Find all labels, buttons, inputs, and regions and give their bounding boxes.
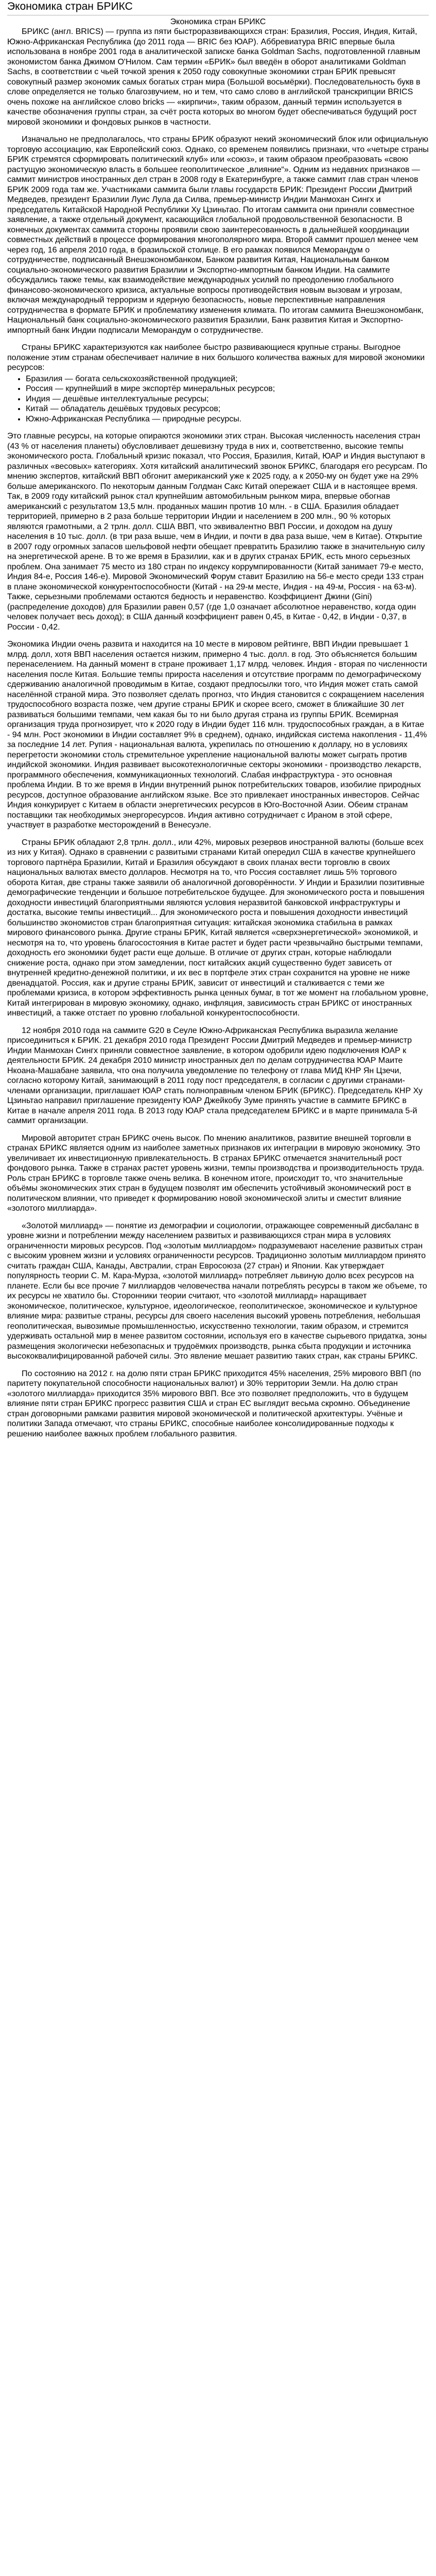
list-item: • Южно-Африканская Республика — природные ресурсы. [26, 414, 429, 425]
list-item: • Китай — обладатель дешёвых трудовых ресурсов; [26, 404, 429, 414]
list-item: • Россия — крупнейший в мире экспортёр минеральных ресурсов; [26, 384, 429, 394]
list-item: • Индия — дешёвые интеллектуальные ресурсы; [26, 394, 429, 404]
paragraph: «Золотой миллиард» — понятие из демографии и социологии, отражающее современный дисбаланс в уровне жизни и потреблении между населением развитых и развивающихся стран мира в условиях ограниченности мировых ресурсов. Под «золотым миллиардом» подразумевают население развитых стран с высоким уровнем жизни и условиях ограниченности ресурсов. Традиционно золотым миллиардом принято считать граждан США, Канады, Австралии, стран Евросоюза (27 стран) и Японии. Как утверждает популярность теории С. М. Кара-Мурза, «золотой миллиард» потребляет львиную долю всех ресурсов на планете. Если бы все прочие 7 миллиардов человечества начали потреблять ресурсы в таком же объеме, то их ресурсы не хватило бы. Сторонники теории считают, что «золотой миллиард» наращивает экономическое, политическое, культурное, идеологическое, геополитическое, экономическое и культурное влияние мира: развитые страны, ресурсы для своего населения высокий уровень потребления, небольшая геополитическая, вывозимые промышленностью, искусственно технологии, таким образом, и стремится удерживать остальной мир в менее развитом состоянии, используя его в качестве сырьевого придатка, зоны размещения экологически небезопасных и трудоёмких производств, рынка сбыта продукции и источника высококвалифицированной рабочей силы. Это явление мешает развитию таких стран, как страны БРИКС. [7, 1221, 427, 1361]
paragraph: Страны БРИК обладают 2,8 трлн. долл., или 42%, мировых резервов иностранной валюты (больше всех из них у Китая). Однако в сравнении с развитыми странами Китай опередил США в качестве крупнейшего торгового партнёра Бразилии, Китай и Бразилия обсуждают в своих планах вести торговлю в своих национальных валютах вместо долларов. Несмотря на то, что Россия составляет лишь 5% торгового оборота Китая, две страны также заявили об аналогичной договорённости. У Индии и Бразилии позитивные демографические тенденции и большое потребительское будущее. Для экономического роста и повышения доходности инвестиций благоприятными являются условия неразвитой банковской инфраструктуры и достатка, высокие темпы инвестиций... Для экономического роста и повышения доходности инвестиций большинство экономистов стран благоприятная ситуация: китайская экономика стабильна в рамках мирового финансового рынка. Другие страны БРИК, Китай является «сверхэнергетической» экономикой, и несмотря на то, что уровень благосостояния в Китае растет и будет расти чрезвычайно быстрыми темпами, доходность его экономики будет расти еще дольше. В отличие от других стран, которые наблюдали снижение роста, однако при этом замедлении, пост китайских акций существенно будет зависеть от внутренней кредитно-денежной политики, и их вес в портфеле этих стран сохранится на уровне не ниже двенадцатой. Россия, как и другие страны БРИК, зависит от инвестиций и сталкивается с теми же проблемами кризиса, в котором эффективность рынка ценных бумаг, в тот же момент на глобальном уровне, Китай интегрирован в мировую экономику, однако, инфляция, зависимость стран БРИКС от иностранных инвестиций, а также отстает по уровню глобальной конкурентоспособности. [7, 838, 428, 1018]
paragraph: БРИКС (англ. BRICS) — группа из пяти быстроразвивающихся стран: Бразилия, Россия, Индия, Китай, Южно-Африканская Республика (до 2011 года — BRIC без ЮАР). Аббревиатура BRIC впервые была использована в ноябре 2001 года в аналитической записке банка Goldman Sachs, подготовленной главным экономистом банка Джимом О'Нилом. Сам термин «БРИК» был введён в оборот аналитиками Goldman Sachs, в соответствии с чьей точкой зрения к 2050 году совокупные экономики стран БРИК превысят совокупный размер экономик самых богатых стран мира (Большой восьмёрки). Последовательность букв в слове определяется не только благозвучием, но и тем, что само слово в английской транскрипции BRICS очень похоже на английское слово bricks — «кирпичи», таким образом, данный термин используется в качестве обозначения группы стран, за счёт роста которых во многом будет обеспечиваться будущий рост мировой экономики и фондовых рынков в частности. [7, 27, 421, 127]
resources-list [7, 374, 429, 425]
article-subtitle: Экономика стран БРИКС [170, 17, 266, 26]
paragraph: Мировой авторитет стран БРИКС очень высок. По мнению аналитиков, развитие внешней торговли в странах БРИКС является одним из наиболее заметных признаков их интеграции в мировую экономику. Это увеличивает их инвестиционную привлекательность. В странах БРИКС отмечается значительный рост фондового рынка. Также в странах растет уровень жизни, темпы производства и производительность труда. Роль стран БРИКС в торговле также очень велика. В конечном итоге, происходит то, что значительные объёмы экономических этих стран в будущем позволят им обеспечить устойчивый экономический рост в политическом влиянии, что приведет к формированию новой экономической элиты и сместит влияние «золотого миллиарда». [7, 1133, 425, 1213]
list-item: • Бразилия — богата сельскохозяйственной продукцией; [26, 374, 429, 384]
paragraph: Экономика Индии очень развита и находится на 10 месте в мировом рейтинге, ВВП Индии превышает 1 млрд. долл, хотя ВВП населения остается низким, примерно 4 тыс. долл. в год. Это объясняется большим перенаселением. На данный момент в стране проживает 1,17 млрд. человек. Индия - вторая по численности населения после Китая. Большие темпы прироста населения и отсутствие программ по демографическому сдерживанию аналогичной проводимым в Китае, создают предпосылки того, что Индия может стать самой населённой страной мира. Это позволяет сделать прогноз, что Индия становится с сокращением населения трудоспособного возраста позже, чем другие страны БРИК и скорее всего, сможет в ближайшие 30 лет развиваться большими темпами, чем какая бы то ни было другая страна из группы БРИК. Всемирная организация труда прогнозирует, что к 2020 году в Индии будет 116 млн. трудоспособных граждан, а в Китае - 94 млн. Рост экономики в Индии составляет 9% в среднем), однако, индийская система накопления - 11,4% за последние 14 лет. Рупия - национальная валюта, укрепилась по отношению к доллару, но в условиях перегретости экономики столь стремительное укрепление национальной валюты может сыграть против индийской экономики. Индия развивает высокотехнологичные секторы экономики - производство лекарств, программного обеспечения, коммуникационных технологий. Слабая инфраструктура - это основная проблема Индии. В то же время в Индии внутренний рынок потребительских товаров, изобилие природных ресурсов, доступное образование английском языке. Все это привлекает иностранных инвесторов. Сейчас Индия конкурирует с Китаем в области энергетических ресурсов в Юго-Восточной Азии. Обеим странам поставщики так необходимых энергоресурсов. Индия активно сотрудничает с Ираном в этой сфере, участвует в разработке месторождений в Венесуэле. [7, 640, 427, 829]
page-title: Экономика стран БРИКС [7, 0, 429, 15]
paragraph: Изначально не предполагалось, что страны БРИК образуют некий экономический блок или официальную торговую ассоциацию, как Европейский союз. Однако, со временем появились признаки, что «четыре страны БРИК стремятся сформировать политический клуб» или «союз», и таким образом преобразовать «свою растущую экономическую власть в большее геополитическое „влияние“». Одним из недавних признаков — саммит министров иностранных дел стран в 2008 году в Екатеринбурге, а также саммит глав стран членов БРИК 2009 года там же. Участниками саммита были главы государств БРИК: Президент России Дмитрий Медведев, президент Бразилии Луис Лула да Силва, премьер-министр Индии Манмохан Сингх и председатель Китайской Народной Республики Ху Цзиньтао. По итогам саммита они приняли совместное заявление, а также отдельный документ, касающийся глобальной продовольственной безопасности. В конечных документах саммита стороны проявили свою заинтересованность в дальнейшей координации совместных действий в процессе формирования многополярного мира. Второй саммит прошел менее чем через год, 16 апреля 2010 года, в бразильской столице. В его рамках появился Меморандум о сотрудничестве, подписанный Внешэкономбанком, Банком развития Китая, Национальным банком социально-экономического развития Бразилии и Экспортно-импортным банком Индии. На саммите обсуждались также темы, как взаимодействие международных усилий по преодолению глобального финансово-экономического кризиса, актуальные вопросы противодействия новым вызовам и угрозам, включая международный терроризм и ядерную безопасность, новые перспективные направления сотрудничества в формате БРИК и проблематику изменения климата. По итогам саммита Внешэкономбанк, Национальный банк социально-экономического развития Бразилии, Банк развития Китая и Экспортно-импортный банк Индии подписали Меморандум о сотрудничестве. [7, 135, 429, 335]
paragraph: 12 ноября 2010 года на саммите G20 в Сеуле Южно-Африканская Республика выразила желание присоединиться к БРИК. 21 декабря 2010 года Президент России Дмитрий Медведев и премьер-министр Индии Манмохан Сингх приняли совместное заявление, в котором одобрили идею подключения ЮАР к деятельности БРИК. 24 декабря 2010 министр иностранных дел по делам сотрудничества ЮАР Маите Нкоана-Машабане заявила, что она получила уведомление по телефону от глава МИД КНР Ян Цзечи, согласно которому Китай, занимающий в 2011 году пост председателя, в согласии с другими странами-членами организации, приглашает ЮАР стать полноправным членом БРИК (БРИКС). Председатель КНР Ху Цзиньтао направил приглашение президенту ЮАР Джейкобу Зуме принять участие в саммите БРИКС в Китае в начале апреля 2011 года. В 2013 году ЮАР стала председателем БРИКС и в марте принимала 5-й саммит организации. [7, 1026, 423, 1125]
paragraph: Это главные ресурсы, на которые опираются экономики этих стран. Высокая численность населения стран (43 % от населения планеты) обусловливает дешевизну труда в них и, соответственно, высокие темпы экономического роста. Глобальный кризис показал, что Россия, Бразилия, Китай, ЮАР и Индия выступают в различных «весовых» категориях. Хотя китайский аналитический звонок БРИКС, благодаря его ресурсам. По мнению экспертов, китайский ВВП обгонит американский уже к 2025 году, а к 2050-му он будет уже на 29% больше американского. По некоторым данным Голдман Сакс Китай опережает США и в настоящее время. Так, в 2009 году китайский рынок стал крупнейшим автомобильным рынком мира, впервые обогнав американский с результатом 13,5 млн. проданных машин против 10 млн. - в США. Бразилия обладает территорией, примерно в 2 раза больше территории Индии и населением в 200 млн., 90 % которых являются грамотными, а 2 трлн. долл. США ВВП, что эквивалентно ВВП России, и доходом на душу населения в 10 тыс. долл. (в три раза выше, чем в Индии, и почти в два раза выше, чем в Китае). Открытие в 2007 году огромных запасов шельфовой нефти обещает превратить Бразилию также в значительную силу на энергетической арене. В то же время в Бразилии, как и в других странах БРИК, есть много серьезных проблем. Она занимает 75 место из 180 стран по индексу коррумпированности (Китай занимает 79-е место, Индия 84-е, Россия 146-е). Мировой Экономический Форум ставит Бразилию на 56-е место среди 133 стран в плане экономической конкурентоспособности (Китай - на 29-м месте, Индия - на 49-м, Россия - на 63-м). Также, серьезными проблемами остаются бедность и неравенство. Коэффициент Джини (Gini) (распределение доходов) для Бразилии равен 0,57 (где 1,0 означает абсолютное неравенство, когда один человек получает весь доход); в США данный коэффициент равен 0,45, в Китае - 0,42, в Индии - 0,37, в России - 0,42. [7, 432, 428, 632]
article-body [7, 27, 429, 1439]
paragraph: Страны БРИКС характеризуются как наиболее быстро развивающиеся крупные страны. Выгодное положение этим странам обеспечивает наличие в них большого количества важных для мировой экономики ресурсов: [7, 343, 425, 372]
paragraph: По состоянию на 2012 г. на долю пяти стран БРИКС приходится 45% населения, 25% мирового ВВП (по паритету покупательной способности национальных валют) и 30% территории Земли. На долю стран «золотого миллиарда» приходится 35% мирового ВВП. Все это позволяет предположить, что в будущем влияние пяти стран БРИКС прогресс развития США и стран ЕС выглядит весьма скромно. Объединение стран договорными рамками развития мировой экономической и политической архитектуры. Учёные и политики Запада отмечают, что страны БРИКС, способные наиболее консолидированные подходы к решению наиболее важных проблем глобального развития. [7, 1369, 421, 1438]
